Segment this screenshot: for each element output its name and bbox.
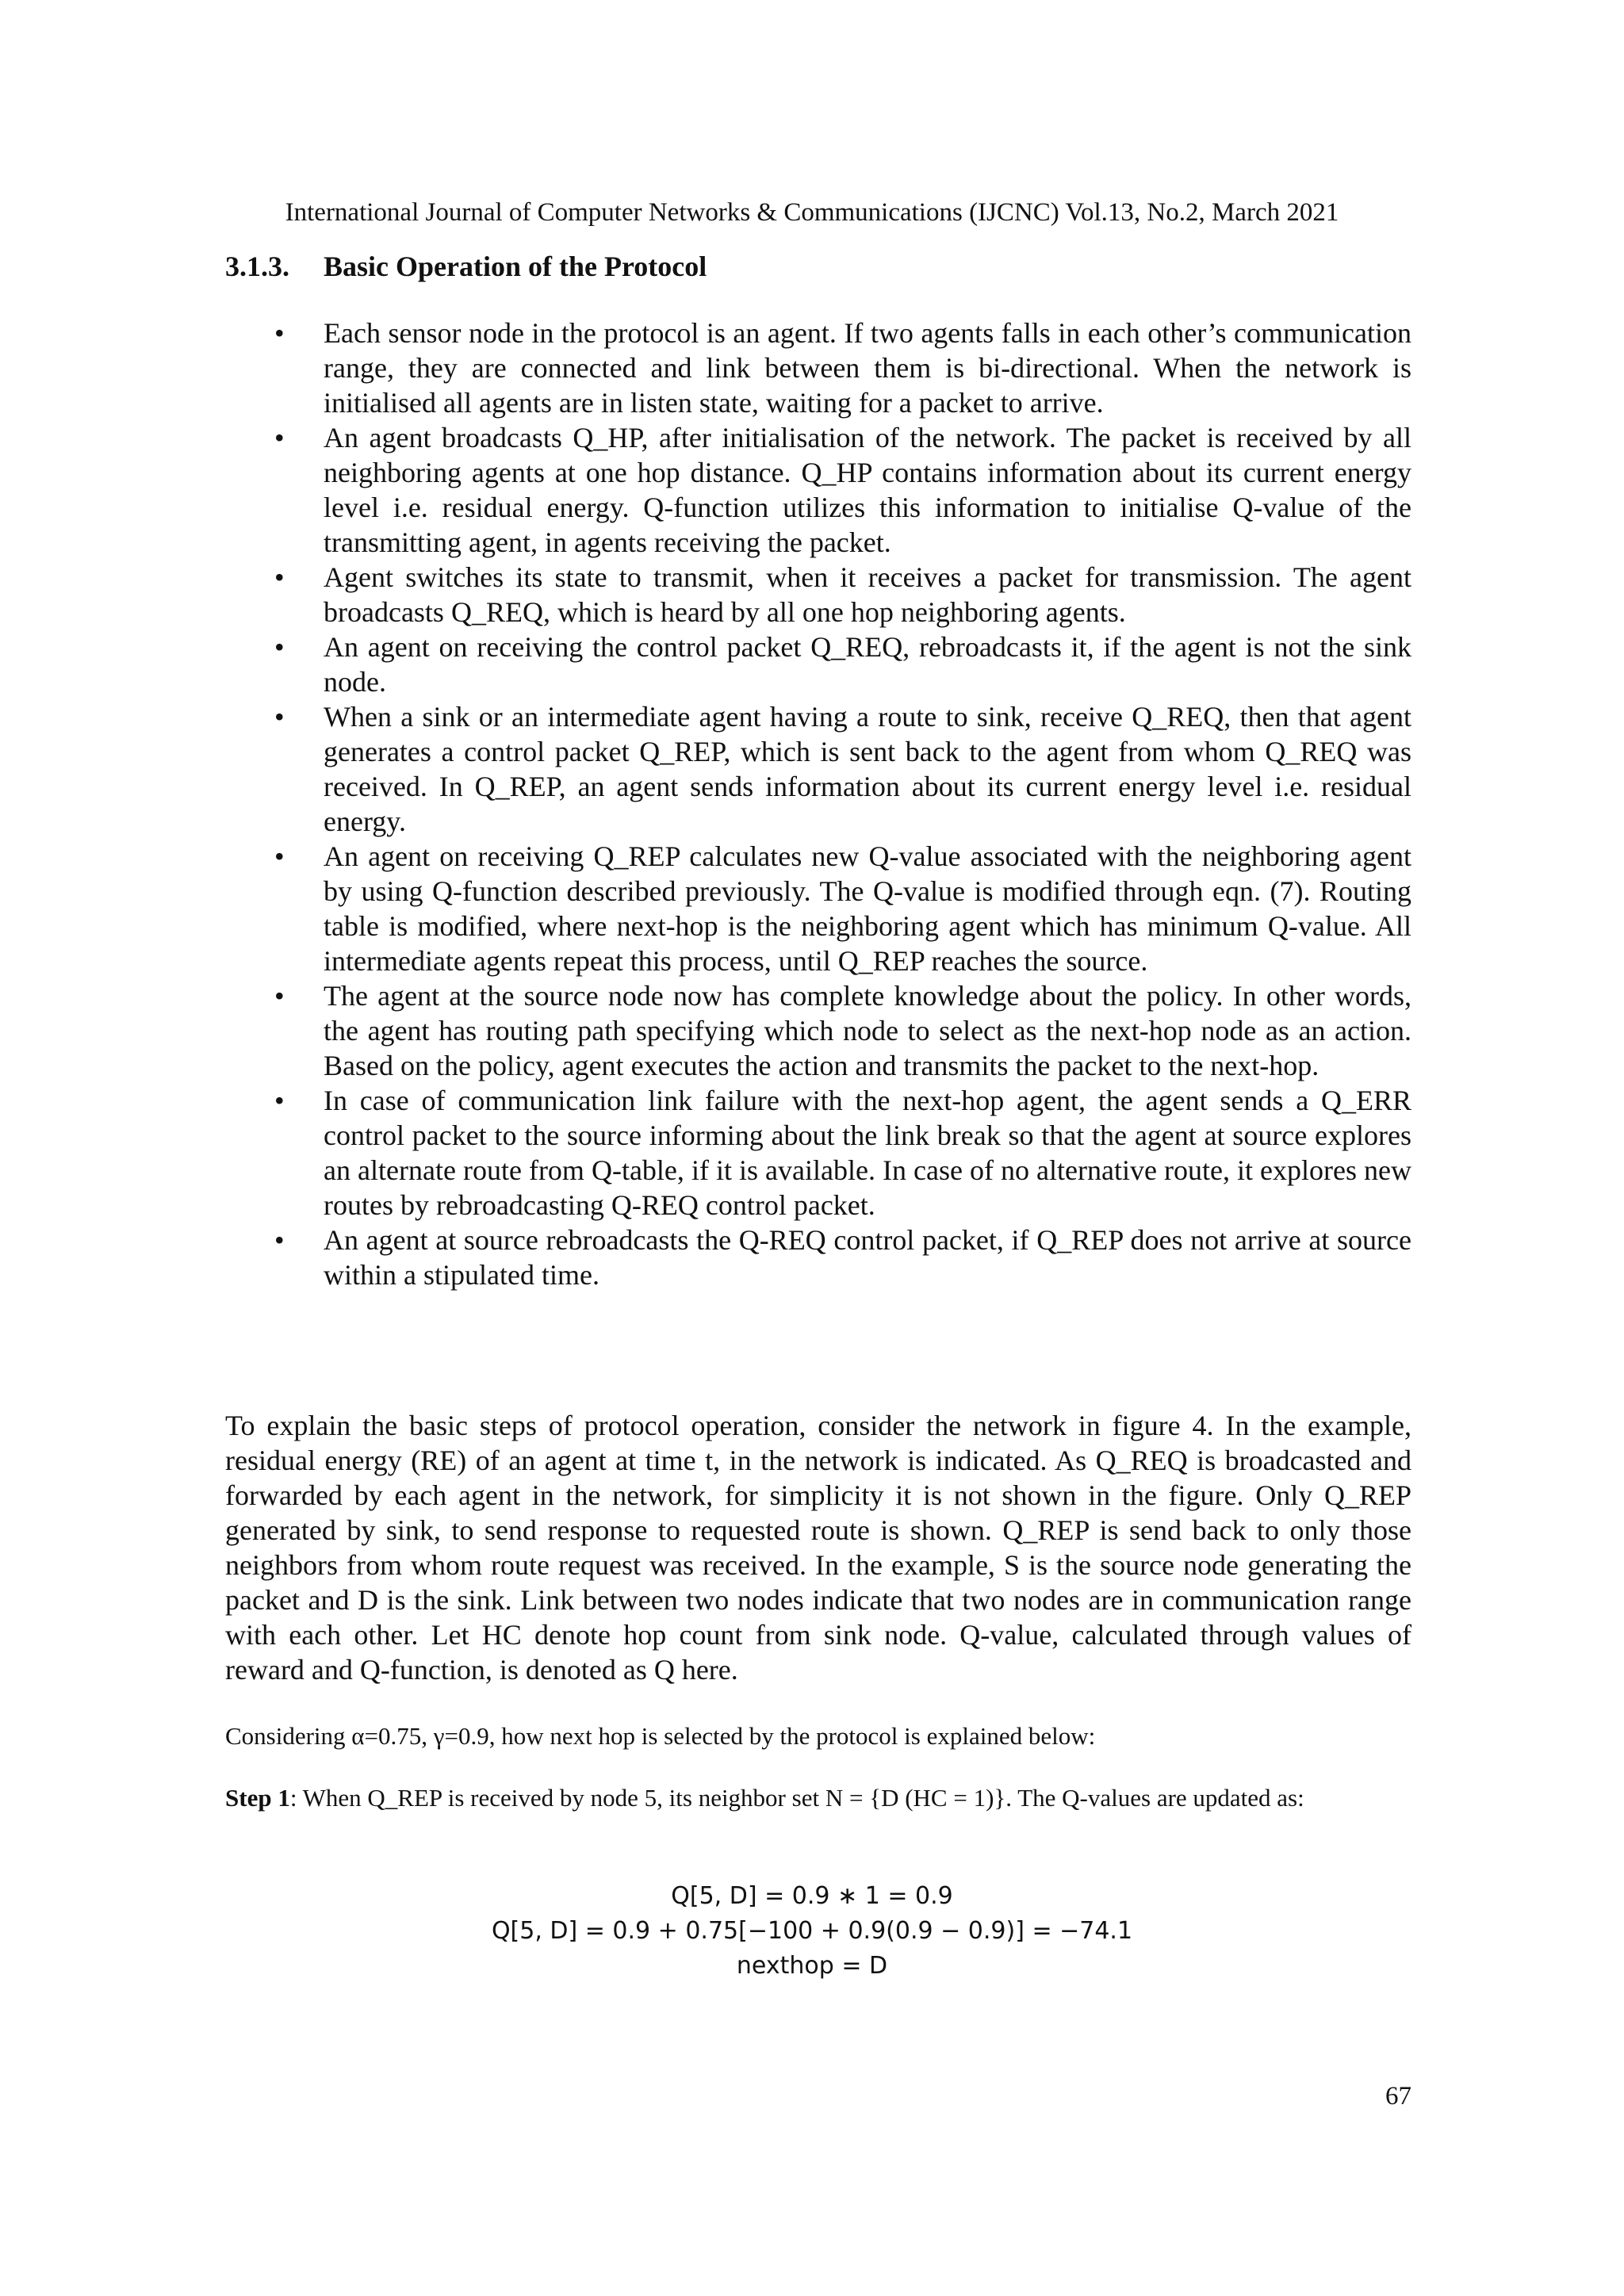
running-header: International Journal of Computer Networks & Communications (IJCNC) Vol.13, No.2, March 2021 — [285, 198, 1339, 227]
bullet-icon: • — [274, 980, 285, 1012]
equation: nexthop = D — [736, 1952, 888, 1980]
considering-paragraph: Considering α=0.75, γ=0.9, how next hop is selected by the protocol is explained below: — [225, 1722, 1096, 1750]
bullet-icon: • — [274, 701, 285, 733]
list-item — [225, 699, 1411, 839]
equation: Q[5, D] = 0.9 ∗ 1 = 0.9 — [671, 1882, 953, 1910]
list-item-text: An agent on receiving the control packet Q_REQ, rebroadcasts it, if the agent is not the sink node. — [324, 631, 1411, 698]
list-item-text: When a sink or an intermediate agent having a route to sink, receive Q_REQ, then that agent generates a control packet Q_REP, which is sent back to the agent from whom Q_REQ was received. In Q_REP, an agent sends information about its current energy level i.e. residual energy. — [324, 701, 1411, 837]
step-1-label: Step 1 — [225, 1784, 290, 1812]
list-item-text: An agent at source rebroadcasts the Q-REQ control packet, if Q_REP does not arrive at source within a stipulated time. — [324, 1224, 1411, 1291]
equation-block — [0, 1879, 1624, 1984]
bullet-icon: • — [274, 631, 285, 663]
section-title: Basic Operation of the Protocol — [324, 251, 707, 282]
section-heading — [225, 249, 707, 284]
body-paragraph: To explain the basic steps of protocol operation, consider the network in figure 4. In the example, residual energy (RE) of an agent at time t, in the network is indicated. As Q_REQ is broadcasted and forwarded by each agent in the network, for simplicity it is not shown in the figure. Only Q_REP generated by sink, to send response to requested route is shown. Q_REP is send back to only those neighbors from whom route request was received. In the example, S is the source node generating the packet and D is the sink. Link between two nodes indicate that two nodes are in communication range with each other. Let HC denote hop count from sink node. Q-value, calculated through values of reward and Q-function, is denoted as Q here. — [225, 1410, 1411, 1686]
bullet-list — [225, 316, 1411, 1292]
list-item-text: An agent broadcasts Q_HP, after initialisation of the network. The packet is received by all neighboring agents at one hop distance. Q_HP contains information about its current energy level i.e. residual energy. Q-function utilizes this information to initialise Q-value of the transmitting agent, in agents receiving the packet. — [324, 422, 1411, 558]
bullet-icon: • — [274, 561, 285, 593]
bullet-icon: • — [274, 1224, 285, 1256]
list-item — [225, 560, 1411, 629]
step-1-paragraph — [225, 1782, 1411, 1814]
list-item — [225, 839, 1411, 978]
list-item — [225, 978, 1411, 1083]
bullet-icon: • — [274, 422, 285, 453]
list-item-text: Each sensor node in the protocol is an agent. If two agents falls in each other’s communication range, they are connected and link between them is bi-directional. When the network is initialised all agents are in listen state, waiting for a packet to arrive. — [324, 317, 1411, 419]
bullet-icon: • — [274, 317, 285, 349]
list-item — [225, 629, 1411, 699]
list-item-text: Agent switches its state to transmit, when it receives a packet for transmission. The agent broadcasts Q_REQ, which is heard by all one hop neighboring agents. — [324, 561, 1411, 628]
bullet-icon: • — [274, 1085, 285, 1116]
section-number: 3.1.3. — [225, 251, 289, 282]
equation: Q[5, D] = 0.9 + 0.75[−100 + 0.9(0.9 − 0.9)] = −74.1 — [491, 1917, 1133, 1945]
list-item-text: The agent at the source node now has complete knowledge about the policy. In other words, the agent has routing path specifying which node to select as the next-hop node as an action. Based on the policy, agent executes the action and transmits the packet to the next-hop. — [324, 980, 1411, 1081]
list-item-text: An agent on receiving Q_REP calculates new Q-value associated with the neighboring agent by using Q-function described previously. The Q-value is modified through eqn. (7). Routing table is modified, where next-hop is the neighboring agent which has minimum Q-value. All intermediate agents repeat this process, until Q_REP reaches the source. — [324, 840, 1411, 977]
step-1-text: : When Q_REP is received by node 5, its neighbor set N = {D (HC = 1)}. The Q-values are updated as: — [289, 1784, 1304, 1812]
list-item-text: In case of communication link failure with the next-hop agent, the agent sends a Q_ERR control packet to the source informing about the link break so that the agent at source explores an alternate route from Q-table, if it is available. In case of no alternative route, it explores new routes by rebroadcasting Q-REQ control packet. — [324, 1085, 1411, 1221]
list-item — [225, 316, 1411, 420]
list-item — [225, 1223, 1411, 1292]
list-item — [225, 420, 1411, 560]
page-number: 67 — [1385, 2082, 1411, 2110]
list-item — [225, 1083, 1411, 1223]
bullet-icon: • — [274, 840, 285, 872]
